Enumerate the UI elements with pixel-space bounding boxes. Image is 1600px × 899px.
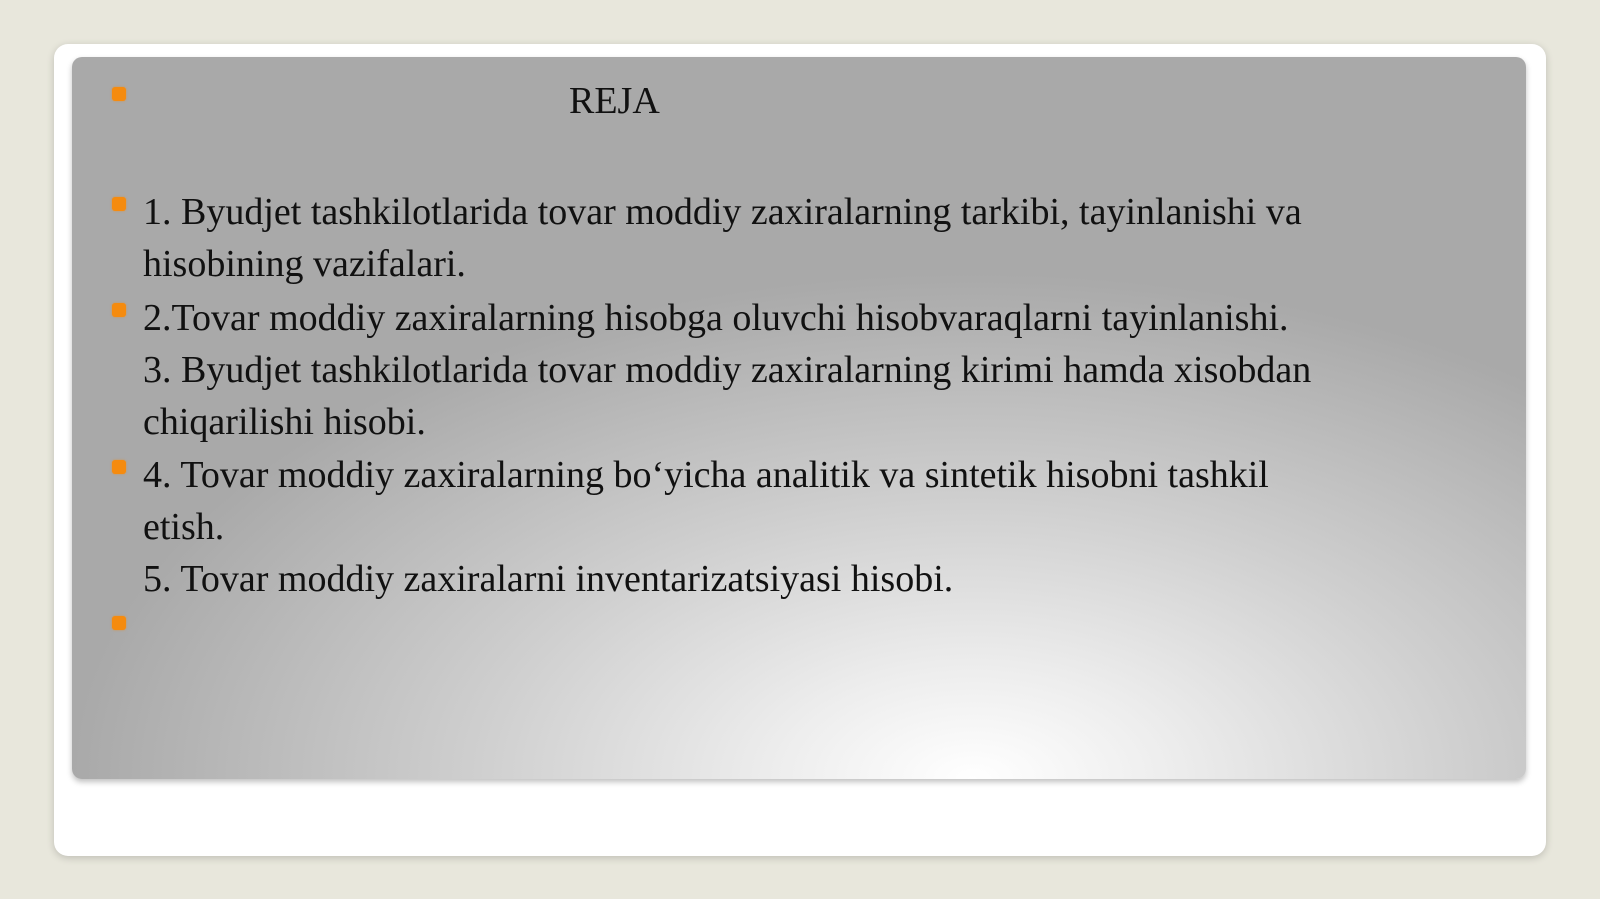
- bullet-icon: [112, 303, 126, 317]
- list-item-line: 3. Byudjet tashkilotlarida tovar moddiy zaxiralarning kirimi hamda xisobdan: [143, 349, 1312, 391]
- list-item-line: 1. Byudjet tashkilotlarida tovar moddiy zaxiralarning tarkibi, tayinlanishi va: [143, 191, 1302, 233]
- bullet-icon: [112, 197, 126, 211]
- list-item-line: 5. Tovar moddiy zaxiralarni inventarizatsiyasi hisobi.: [143, 558, 954, 600]
- list-item-line: 2.Tovar moddiy zaxiralarning hisobga oluvchi hisobvaraqlarni tayinlanishi.: [143, 297, 1289, 339]
- list-item-line: hisobining vazifalari.: [143, 243, 466, 285]
- list-item-2: [143, 292, 1493, 448]
- bullet-icon: [112, 616, 126, 630]
- list-item-1: [143, 186, 1493, 290]
- slide-title: REJA: [569, 80, 660, 122]
- list-item-3: [143, 449, 1493, 605]
- bullet-icon: [112, 87, 126, 101]
- list-item-line: etish.: [143, 506, 225, 548]
- bullet-icon: [112, 460, 126, 474]
- list-item-line: chiqarilishi hisobi.: [143, 401, 426, 443]
- list-item-line: 4. Tovar moddiy zaxiralarning bo‘yicha analitik va sintetik hisobni tashkil: [143, 454, 1269, 496]
- content-panel: [72, 57, 1526, 779]
